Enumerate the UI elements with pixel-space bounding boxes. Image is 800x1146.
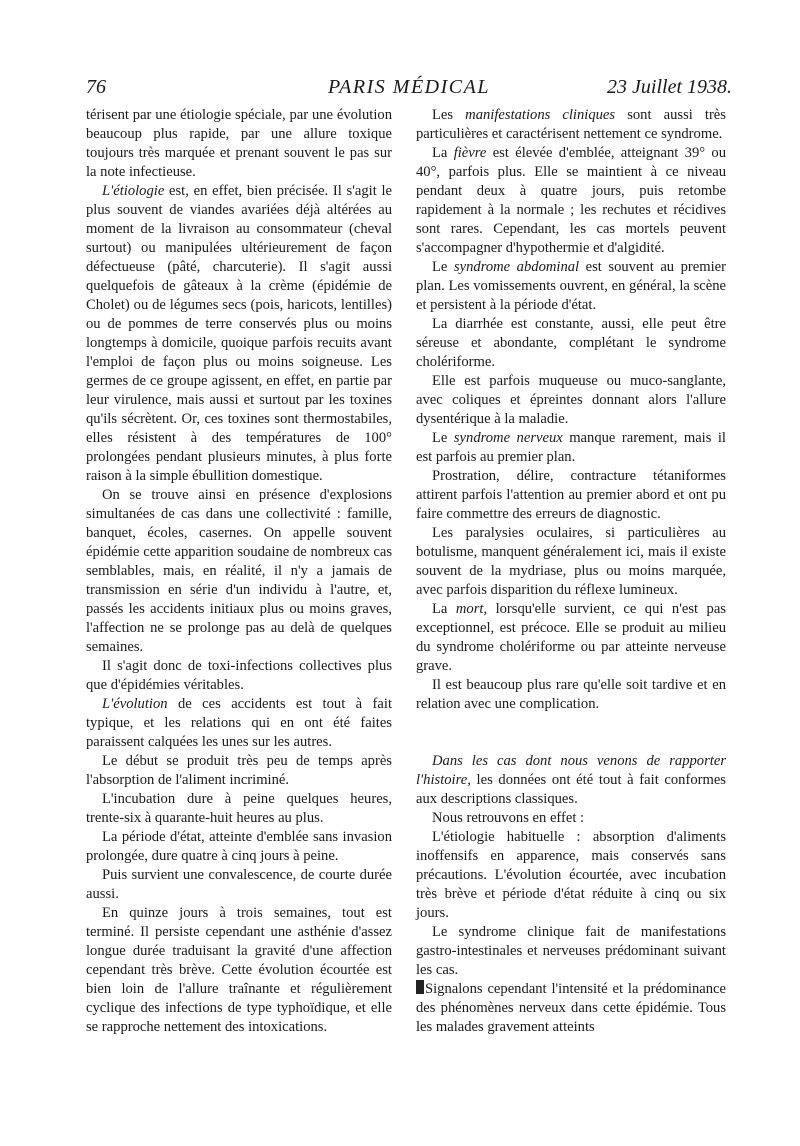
- paragraph: [416, 752, 726, 809]
- paragraph: [416, 106, 726, 144]
- emphasis: Dans les cas dont nous venons de rapporter l'histoire,: [416, 753, 726, 788]
- paragraph: [416, 429, 726, 467]
- paragraph-text: La: [432, 145, 454, 161]
- paragraph-text: est souvent au premier plan. Les vomissements ouvrent, en général, la scène et persistent à la période d'état.: [416, 259, 727, 313]
- paragraph: térisent par une étiologie spéciale, par une évolution beaucoup plus rapide, par une allure toxique toujours très marquée et prenant souvent le pas sur la note infectieuse.: [86, 107, 392, 180]
- paragraph: La période d'état, atteinte d'emblée sans invasion prolongée, dure quatre à cinq jours à peine.: [86, 829, 392, 864]
- paragraph: Prostration, délire, contracture tétaniformes attirent parfois l'attention au premier abord et ont pu faire commettre des erreurs de diagnostic.: [416, 468, 726, 522]
- paragraph: Il s'agit donc de toxi-infections collectives plus que d'épidémies véritables.: [86, 658, 392, 693]
- emphasis: syndrome abdominal: [453, 259, 580, 275]
- emphasis: L'évolution: [102, 696, 168, 712]
- emphasis: L'étiologie: [102, 183, 165, 199]
- paragraph: L'étiologie habituelle : absorption d'aliments inoffensifs en apparence, mais conservés sans précautions. L'évolution écourtée, avec incubation très brève et période d'état réduite à cinq ou six jours.: [416, 829, 726, 921]
- paragraph-text: est élevée d'emblée, atteignant 39° ou 40°, parfois plus. Elle se maintient à ce niveau pendant deux à quatre jours, puis retombe rapidement à la normale ; les rechutes et récidives sont rares. Cependant, les cas mortels peuvent s'accompagner d'hypothermie et d'algidité.: [416, 145, 726, 256]
- paragraph-text: de ces accidents est tout à fait typique, et les relations qui en ont été faites paraissent calquées les unes sur les autres.: [86, 696, 392, 750]
- paragraph-text: Le: [432, 259, 454, 275]
- paragraph-text: Le: [432, 430, 454, 446]
- paragraph: [416, 258, 726, 315]
- page-header: [86, 76, 732, 102]
- paragraph-text: manque rarement, mais il est parfois au premier plan.: [416, 430, 726, 465]
- paragraph-text: Les: [432, 107, 466, 123]
- paragraph: Les paralysies oculaires, si particulières au botulisme, manquent généralement ici, mais il existe souvent de la mydriase, plus ou moins marquée, avec parfois disparition du réflexe lumineux.: [416, 525, 726, 598]
- paragraph: Le début se produit très peu de temps après l'absorption de l'aliment incriminé.: [86, 753, 392, 788]
- issue-date: 23 Juillet 1938.: [607, 76, 732, 98]
- paragraph: [86, 695, 392, 752]
- paragraph: [86, 182, 392, 486]
- paragraph: [416, 144, 726, 258]
- paragraph-text: les données ont été tout à fait conformes aux descriptions classiques.: [416, 772, 726, 807]
- section-spacer: [416, 714, 726, 752]
- journal-title: PARIS MÉDICAL: [328, 76, 490, 98]
- paragraph: Il est beaucoup plus rare qu'elle soit tardive et en relation avec une complication.: [416, 677, 726, 712]
- paragraph: L'incubation dure à peine quelques heures, trente-six à quarante-huit heures au plus.: [86, 791, 392, 826]
- paragraph: Nous retrouvons en effet :: [432, 810, 585, 826]
- paragraph: Le syndrome clinique fait de manifestations gastro-intestinales et nerveuses prédominant suivant les cas.: [416, 924, 726, 978]
- emphasis: manifestations cliniques: [465, 107, 616, 123]
- right-column: [416, 106, 726, 1037]
- paragraph: [416, 600, 726, 676]
- ink-blot-mark: [416, 980, 424, 994]
- paragraph-text: sont aussi très particulières et caractérisent nettement ce syndrome.: [416, 107, 726, 142]
- paragraph: Elle est parfois muqueuse ou muco-sanglante, avec coliques et épreintes donnant alors l'allure dysentérique à la maladie.: [416, 373, 726, 427]
- emphasis: mort,: [455, 601, 488, 617]
- paragraph-text: est, en effet, bien précisée. Il s'agit le plus souvent de viandes avariées déjà altérées au moment de la livraison au consommateur (cheval surtout) ou manipulées ultérieurement de façon défectueuse (pâté, charcuterie). Il s'agit aussi quelquefois de gâteaux à la crème (épidémie de Cholet) ou de légumes secs (pois, haricots, lentilles) ou de pommes de terre conservés plus ou moins longtemps à domicile, quoique parfois recuits avant l'emploi de façon plus ou moins soigneuse. Les germes de ce groupe agissent, en effet, en partie par leur virulence, mais aussi et surtout par les toxines qu'ils sécrètent. Or, ces toxines sont thermostabiles, elles résistent à des températures de 100° prolongées pendant plusieurs minutes, à plus forte raison à la simple ébullition domestique.: [86, 183, 392, 484]
- paragraph-text: lorsqu'elle survient, ce qui n'est pas exceptionnel, est précoce. Elle se produit au milieu du syndrome cholériforme ou par atteinte nerveuse grave.: [416, 601, 726, 674]
- paragraph: La diarrhée est constante, aussi, elle peut être séreuse et abondante, complétant le syndrome cholériforme.: [416, 316, 726, 370]
- emphasis: syndrome nerveux: [453, 430, 563, 446]
- paragraph: Puis survient une convalescence, de courte durée aussi.: [86, 867, 392, 902]
- emphasis: fièvre: [453, 145, 487, 161]
- page-number: 76: [86, 76, 106, 98]
- paragraph-text: Signalons cependant l'intensité et la prédominance des phénomènes nerveux dans cette épidémie. Tous les malades gravement atteints: [416, 981, 726, 1035]
- paragraph: On se trouve ainsi en présence d'explosions simultanées de cas dans une collectivité : famille, banquet, écoles, casernes. On appelle souvent épidémie cette apparition soudaine de nombreux cas semblables, mais, en réalité, il n'y a jamais de transmission en série d'un individu à l'autre, et, passés les accidents initiaux plus ou moins graves, l'affection ne se prolonge pas au delà de quelques semaines.: [86, 487, 392, 655]
- paragraph-text: La: [432, 601, 456, 617]
- paragraph: [416, 980, 726, 1037]
- paragraph: En quinze jours à trois semaines, tout est terminé. Il persiste cependant une asthénie d'assez longue durée traduisant la gravité d'une affection cependant très brève. Cette évolution écourtée est bien loin de l'allure traînante et régulièrement cyclique des infections de type typhoïdique, et elle se rapproche nettement des intoxications.: [86, 905, 392, 1035]
- left-column: [86, 106, 392, 1037]
